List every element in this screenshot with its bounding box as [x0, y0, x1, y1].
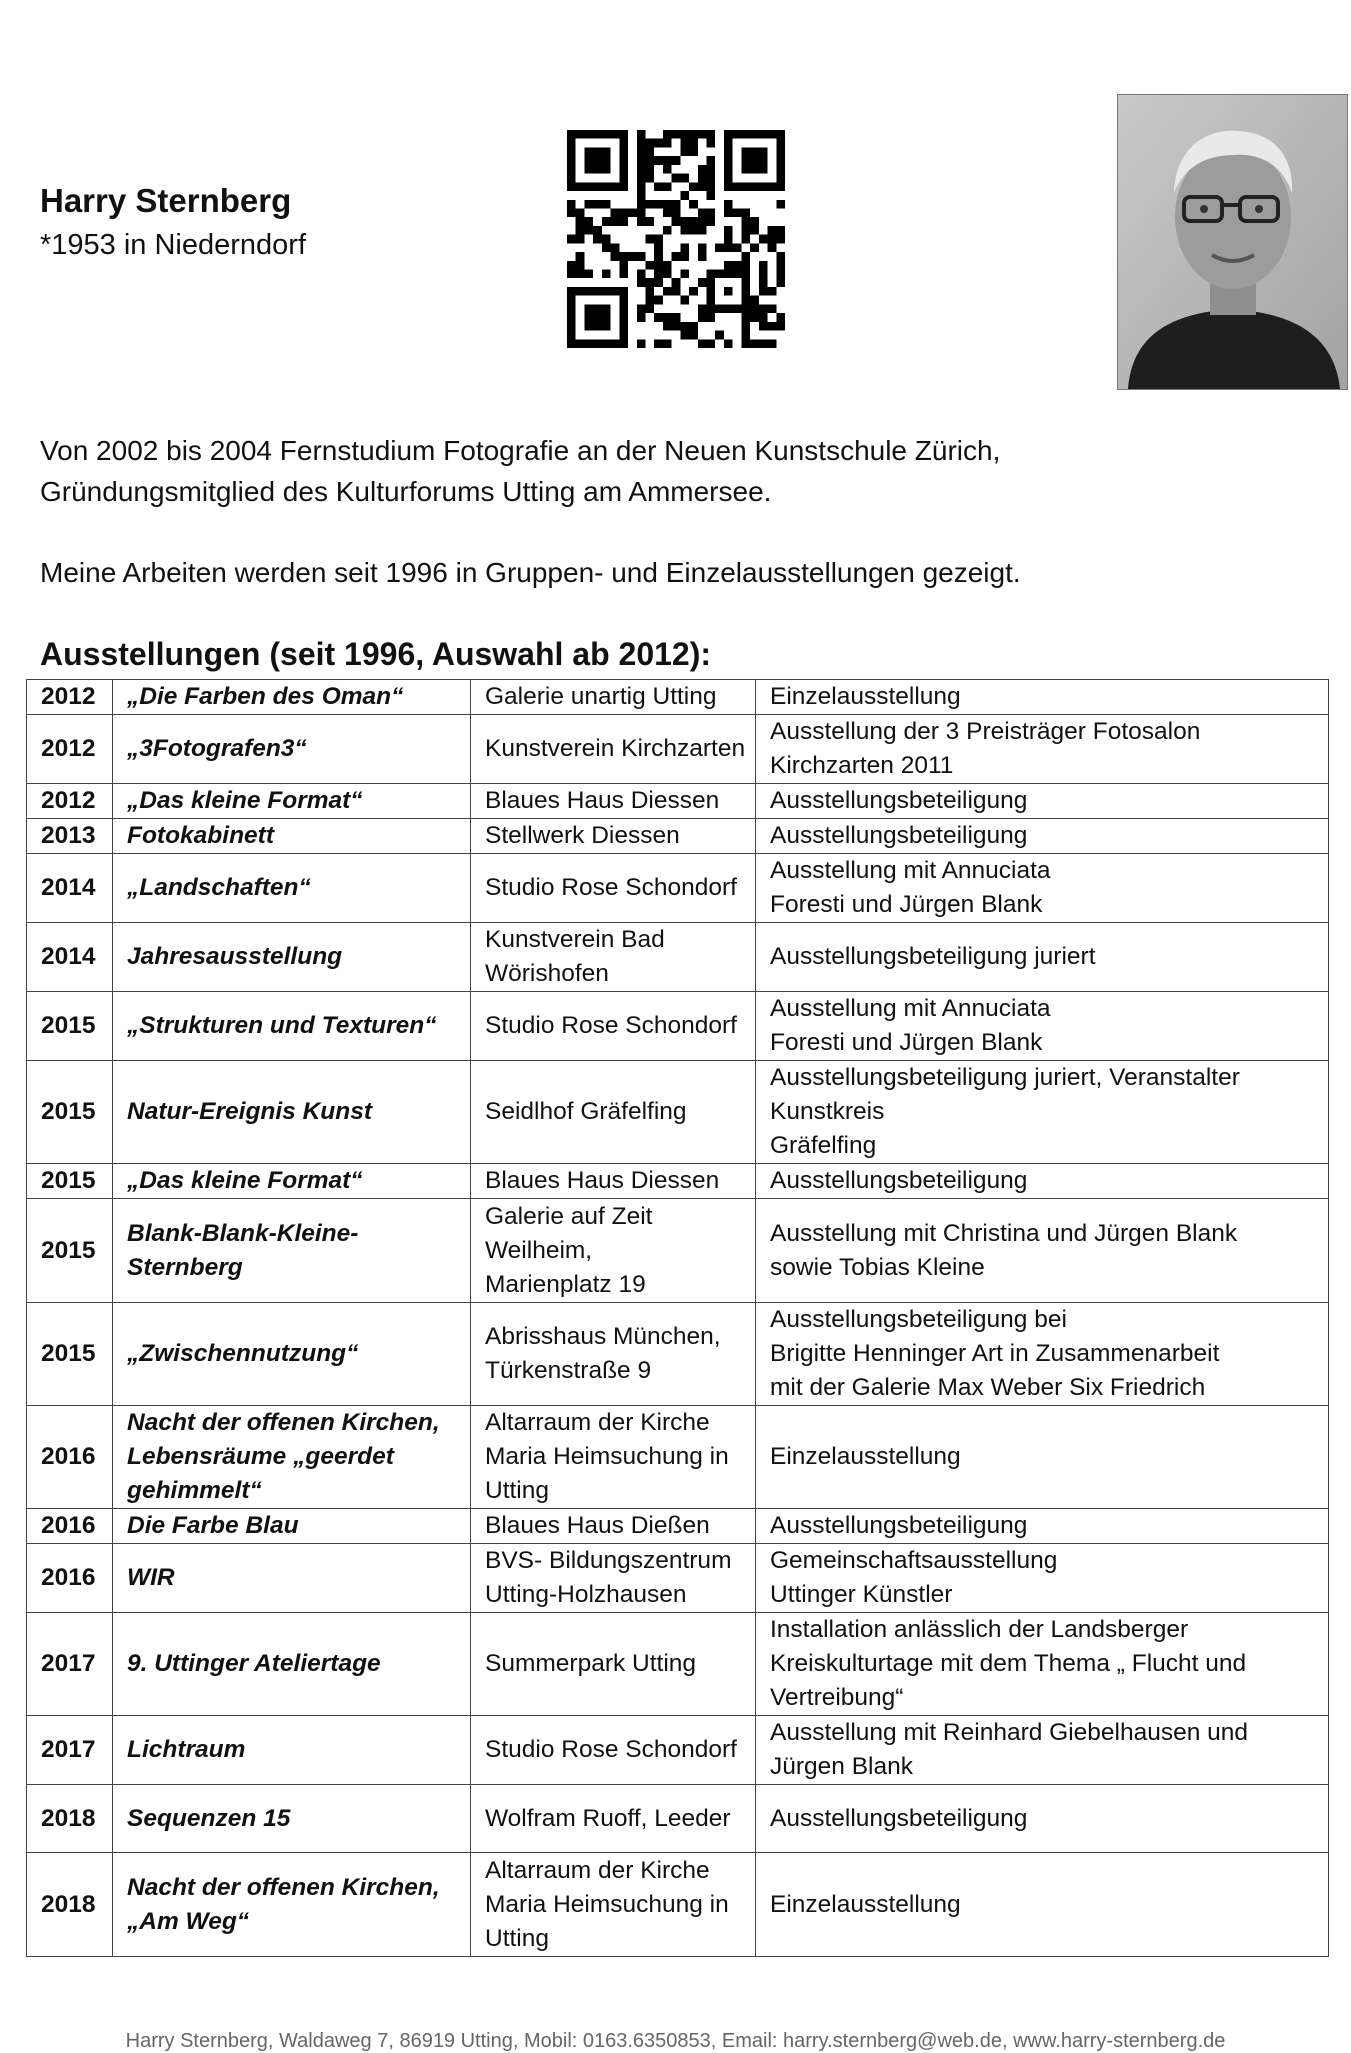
exhibition-type: Ausstellungsbeteiligung juriert, Veranstalter Kunstkreis Gräfelfing — [756, 1061, 1329, 1164]
exhibition-year: 2015 — [27, 1164, 113, 1199]
exhibition-year: 2016 — [27, 1509, 113, 1544]
exhibition-venue: Blaues Haus Dießen — [471, 1509, 756, 1544]
exhibition-row — [27, 1544, 1329, 1613]
bio-paragraph: Meine Arbeiten werden seit 1996 in Gruppen- und Einzelausstellungen gezeigt. — [40, 557, 1021, 588]
exhibition-venue: Studio Rose Schondorf — [471, 992, 756, 1061]
exhibition-venue: Wolfram Ruoff, Leeder — [471, 1785, 756, 1853]
artist-name: Harry Sternberg — [40, 182, 292, 219]
exhibition-title: Nacht der offenen Kirchen, Lebensräume „geerdet gehimmelt“ — [113, 1406, 471, 1509]
exhibition-title: „Das kleine Format“ — [113, 784, 471, 819]
exhibition-venue: Studio Rose Schondorf — [471, 1716, 756, 1785]
exhibition-row — [27, 819, 1329, 854]
exhibition-year: 2012 — [27, 715, 113, 784]
exhibition-year: 2014 — [27, 923, 113, 992]
exhibition-type: Installation anlässlich der Landsberger Kreiskulturtage mit dem Thema „ Flucht und Vertreibung“ — [756, 1613, 1329, 1716]
exhibition-title: „Strukturen und Texturen“ — [113, 992, 471, 1061]
exhibition-title: Natur-Ereignis Kunst — [113, 1061, 471, 1164]
bio-paragraph: Von 2002 bis 2004 Fernstudium Fotografie an der Neuen Kunstschule Zürich, Gründungsmitglied des Kulturforums Utting am Ammersee. — [40, 435, 1001, 507]
exhibition-title: „Zwischennutzung“ — [113, 1303, 471, 1406]
exhibition-type: Einzelausstellung — [756, 1406, 1329, 1509]
artist-birth: *1953 in Niederndorf — [40, 229, 307, 261]
exhibition-row — [27, 680, 1329, 715]
exhibition-year: 2018 — [27, 1853, 113, 1957]
exhibition-title: „3Fotografen3“ — [113, 715, 471, 784]
exhibitions-heading: Ausstellungen (seit 1996, Auswahl ab 2012): — [40, 636, 712, 672]
exhibition-row — [27, 854, 1329, 923]
exhibition-year: 2017 — [27, 1716, 113, 1785]
exhibition-row — [27, 1613, 1329, 1716]
exhibition-row — [27, 1406, 1329, 1509]
exhibition-year: 2018 — [27, 1785, 113, 1853]
exhibition-venue: Seidlhof Gräfelfing — [471, 1061, 756, 1164]
exhibition-type: Ausstellungsbeteiligung — [756, 1509, 1329, 1544]
exhibition-year: 2016 — [27, 1406, 113, 1509]
exhibition-type: Ausstellungsbeteiligung — [756, 1164, 1329, 1199]
exhibition-type: Ausstellungsbeteiligung — [756, 784, 1329, 819]
exhibition-year: 2014 — [27, 854, 113, 923]
exhibition-venue: Kunstverein Kirchzarten — [471, 715, 756, 784]
exhibition-venue: Galerie auf Zeit Weilheim, Marienplatz 19 — [471, 1199, 756, 1303]
exhibition-row — [27, 784, 1329, 819]
exhibition-year: 2015 — [27, 992, 113, 1061]
exhibition-row — [27, 1199, 1329, 1303]
exhibition-title: „Das kleine Format“ — [113, 1164, 471, 1199]
exhibition-title: Lichtraum — [113, 1716, 471, 1785]
exhibition-type: Einzelausstellung — [756, 1853, 1329, 1957]
exhibition-type: Ausstellungsbeteiligung bei Brigitte Henninger Art in Zusammenarbeit mit der Galerie Max Weber Six Friedrich — [756, 1303, 1329, 1406]
exhibition-type: Ausstellung der 3 Preisträger Fotosalon Kirchzarten 2011 — [756, 715, 1329, 784]
exhibition-row — [27, 1303, 1329, 1406]
exhibition-type: Ausstellungsbeteiligung juriert — [756, 923, 1329, 992]
exhibition-type: Ausstellung mit Reinhard Giebelhausen und Jürgen Blank — [756, 1716, 1329, 1785]
exhibition-venue: Summerpark Utting — [471, 1613, 756, 1716]
exhibition-venue: Altarraum der Kirche Maria Heimsuchung in Utting — [471, 1853, 756, 1957]
exhibition-row — [27, 1853, 1329, 1957]
exhibition-year: 2015 — [27, 1061, 113, 1164]
exhibition-title: Die Farbe Blau — [113, 1509, 471, 1544]
exhibition-row — [27, 1164, 1329, 1199]
exhibition-year: 2012 — [27, 680, 113, 715]
qr-code-icon — [567, 130, 785, 348]
exhibition-year: 2015 — [27, 1303, 113, 1406]
exhibition-year: 2015 — [27, 1199, 113, 1303]
exhibition-type: Ausstellungsbeteiligung — [756, 819, 1329, 854]
exhibition-type: Ausstellung mit Christina und Jürgen Blank sowie Tobias Kleine — [756, 1199, 1329, 1303]
exhibition-year: 2017 — [27, 1613, 113, 1716]
exhibition-row — [27, 923, 1329, 992]
exhibition-venue: Blaues Haus Diessen — [471, 784, 756, 819]
exhibition-venue: Abrisshaus München, Türkenstraße 9 — [471, 1303, 756, 1406]
exhibition-venue: Galerie unartig Utting — [471, 680, 756, 715]
exhibition-title: WIR — [113, 1544, 471, 1613]
exhibition-row — [27, 1716, 1329, 1785]
exhibition-row — [27, 1061, 1329, 1164]
exhibition-type: Gemeinschaftsausstellung Uttinger Künstler — [756, 1544, 1329, 1613]
exhibition-type: Ausstellung mit Annuciata Foresti und Jürgen Blank — [756, 992, 1329, 1061]
exhibitions-table — [26, 679, 1329, 1957]
exhibition-title: „Landschaften“ — [113, 854, 471, 923]
exhibition-type: Ausstellungsbeteiligung — [756, 1785, 1329, 1853]
exhibition-venue: BVS- Bildungszentrum Utting-Holzhausen — [471, 1544, 756, 1613]
exhibition-title: Fotokabinett — [113, 819, 471, 854]
exhibition-row — [27, 1785, 1329, 1853]
exhibition-venue: Altarraum der Kirche Maria Heimsuchung in Utting — [471, 1406, 756, 1509]
exhibition-venue: Kunstverein Bad Wörishofen — [471, 923, 756, 992]
portrait-photo — [1117, 94, 1348, 390]
exhibition-title: Sequenzen 15 — [113, 1785, 471, 1853]
exhibition-venue: Studio Rose Schondorf — [471, 854, 756, 923]
exhibition-venue: Blaues Haus Diessen — [471, 1164, 756, 1199]
exhibition-venue: Stellwerk Diessen — [471, 819, 756, 854]
exhibition-title: „Die Farben des Oman“ — [113, 680, 471, 715]
exhibition-year: 2016 — [27, 1544, 113, 1613]
exhibition-row — [27, 992, 1329, 1061]
exhibition-title: Nacht der offenen Kirchen, „Am Weg“ — [113, 1853, 471, 1957]
exhibition-row — [27, 1509, 1329, 1544]
exhibition-title: Jahresausstellung — [113, 923, 471, 992]
exhibition-year: 2013 — [27, 819, 113, 854]
exhibition-title: 9. Uttinger Ateliertage — [113, 1613, 471, 1716]
exhibition-type: Ausstellung mit Annuciata Foresti und Jürgen Blank — [756, 854, 1329, 923]
exhibition-title: Blank-Blank-Kleine-Sternberg — [113, 1199, 471, 1303]
exhibition-row — [27, 715, 1329, 784]
exhibition-year: 2012 — [27, 784, 113, 819]
footer-contact: Harry Sternberg, Waldaweg 7, 86919 Utting, Mobil: 0163.6350853, Email: harry.sternberg@web.de, www.harry-sternberg.de — [125, 2030, 1226, 2052]
exhibition-type: Einzelausstellung — [756, 680, 1329, 715]
